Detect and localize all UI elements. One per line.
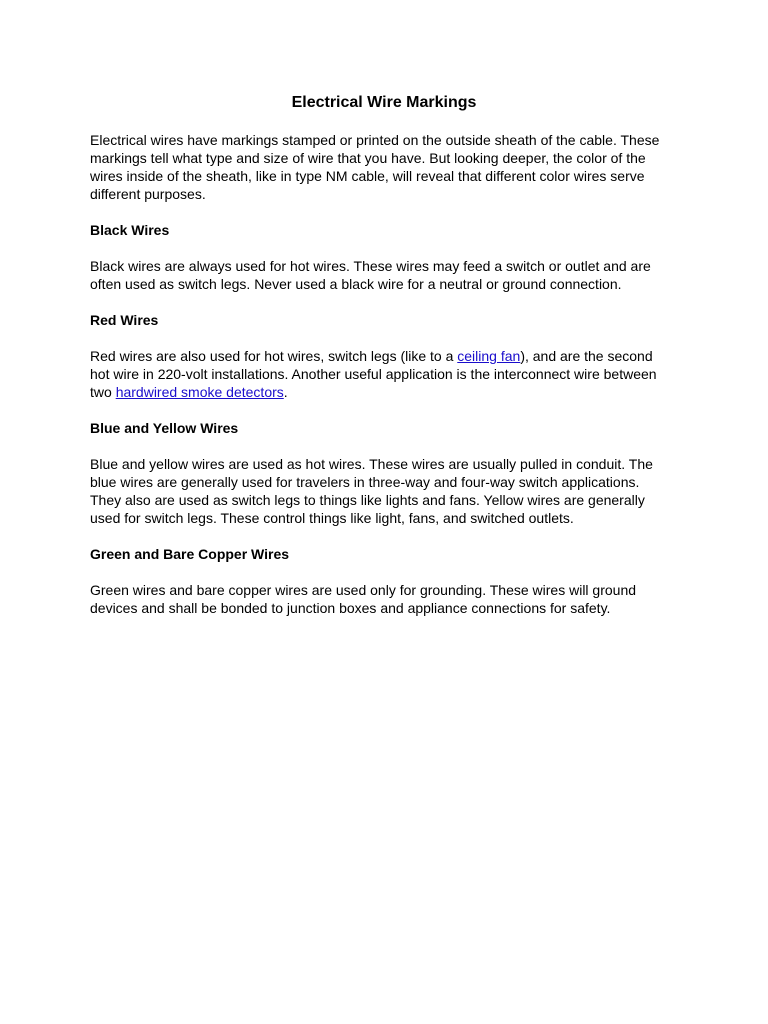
section-heading: Black Wires	[90, 222, 170, 238]
document-title: Electrical Wire Markings	[291, 94, 477, 111]
section-green-copper-wires	[90, 545, 670, 617]
section-body	[90, 347, 670, 401]
section-red-wires	[90, 311, 670, 401]
section-body: Blue and yellow wires are used as hot wires. These wires are usually pulled in conduit. The blue wires are generally used for travelers in three-way and four-way switch applications. They also are used as switch legs to things like lights and fans. Yellow wires are generally used for switch legs. These control things like light, fans, and switched outlets.	[90, 456, 653, 526]
section-blue-yellow-wires	[90, 419, 670, 527]
section-body: Green wires and bare copper wires are used only for grounding. These wires will ground devices and shall be bonded to junction boxes and appliance connections for safety.	[90, 582, 637, 616]
section-heading: Red Wires	[90, 312, 159, 328]
intro-paragraph: Electrical wires have markings stamped or printed on the outside sheath of the cable. These markings tell what type and size of wire that you have. But looking deeper, the color of the wires inside of the sheath, like in type NM cable, will reveal that different color wires serve different purposes.	[90, 132, 660, 202]
body-text: ), and are the second hot wire in 220-volt installations. Another useful application is the interconnect wire between two	[90, 348, 657, 400]
smoke-detectors-link[interactable]: hardwired smoke detectors	[115, 384, 284, 400]
section-black-wires	[90, 221, 670, 293]
body-text: .	[283, 384, 288, 400]
section-body: Black wires are always used for hot wires. These wires may feed a switch or outlet and are often used as switch legs. Never used a black wire for a neutral or ground connection.	[90, 258, 651, 292]
body-text: Red wires are also used for hot wires, switch legs (like to a	[90, 348, 458, 364]
section-heading: Blue and Yellow Wires	[90, 420, 239, 436]
ceiling-fan-link[interactable]: ceiling fan	[457, 348, 521, 364]
section-heading: Green and Bare Copper Wires	[90, 546, 290, 562]
